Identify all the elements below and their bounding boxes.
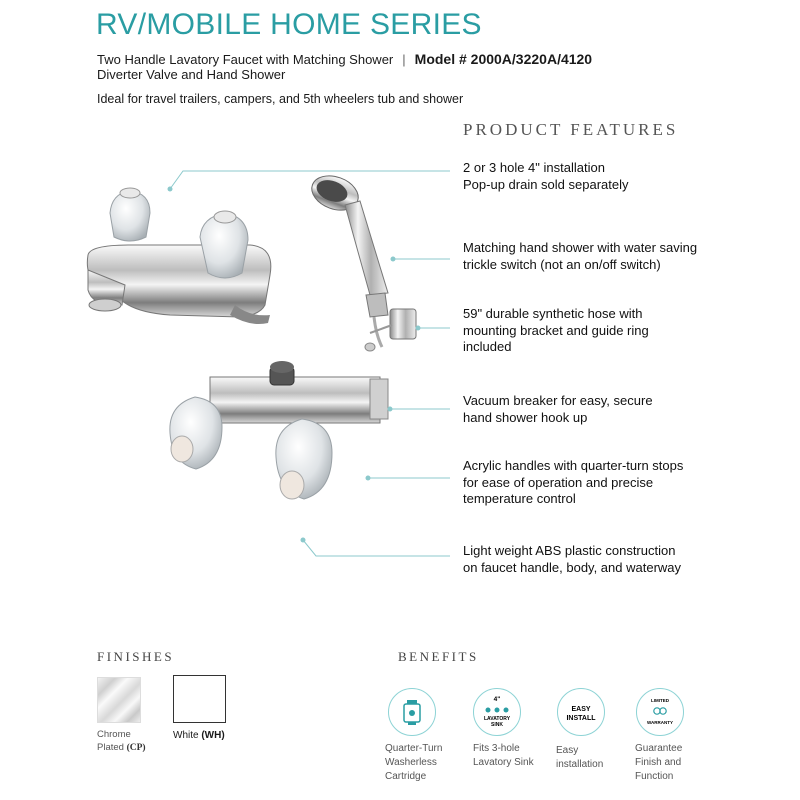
product-subtitle (97, 51, 592, 67)
chrome-label-prefix: Plated (97, 742, 127, 753)
benefit-warranty-label (635, 742, 682, 784)
product-illustration (70, 165, 450, 535)
chrome-finish-code: (CP) (126, 743, 146, 753)
subtitle-separator: | (402, 52, 406, 67)
benefit-text: Function (635, 771, 674, 782)
white-finish-label (173, 730, 225, 741)
easy-install-icon (557, 688, 605, 736)
benefit-text: Quarter-Turn (385, 743, 443, 754)
leader-line-abs-construction (303, 540, 450, 556)
finishes-heading: FINISHES (97, 649, 175, 664)
feature-text: mounting bracket and guide ring (463, 322, 649, 338)
feature-text: hand shower hook up (463, 409, 588, 425)
feature-vacuum-breaker (463, 393, 653, 426)
feature-text: 59" durable synthetic hose with (463, 306, 643, 321)
easy-icon-text-2: INSTALL (566, 715, 596, 722)
benefits-heading: BENEFITS (398, 649, 479, 664)
easy-icon-text-1: EASY (571, 706, 591, 713)
feature-text: included (463, 339, 512, 354)
benefit-text: Lavatory Sink (473, 757, 534, 768)
subtitle-line-1: Two Handle Lavatory Faucet with Matching Shower (97, 52, 394, 67)
benefit-text: Finish and (635, 757, 682, 768)
sink-icon-text-2: SINK (491, 722, 503, 728)
benefit-cartridge-label (385, 742, 442, 784)
chrome-label-line-1: Chrome (97, 729, 131, 740)
leader-dot-abs-construction (301, 538, 306, 543)
feature-text: Light weight ABS plastic construction (463, 543, 676, 558)
lavatory-sink-icon (473, 688, 521, 736)
feature-abs-construction (463, 543, 681, 576)
benefit-text: Easy (556, 745, 579, 756)
diverter-valve-image (170, 361, 388, 499)
feature-hose (463, 306, 649, 356)
benefit-text: installation (556, 759, 604, 770)
feature-text: temperature control (463, 491, 576, 506)
tagline: Ideal for travel trailers, campers, and 5th wheelers tub and shower (97, 92, 464, 106)
hand-shower-image (307, 170, 416, 351)
feature-text: for ease of operation and precise (463, 474, 654, 490)
white-finish-swatch (173, 675, 226, 723)
chrome-label-line-2 (97, 741, 146, 755)
feature-text: 2 or 3 hole 4" installation (463, 160, 605, 175)
sink-icon-text-1: LAVATORY (483, 716, 511, 722)
warranty-icon-text-top: LIMITED (651, 698, 669, 703)
benefit-text: Cartridge (385, 771, 427, 782)
feature-acrylic-handles (463, 458, 683, 508)
cartridge-icon (388, 688, 436, 736)
feature-text: trickle switch (not an on/off switch) (463, 256, 661, 272)
feature-text: Matching hand shower with water saving (463, 240, 698, 255)
feature-text: Vacuum breaker for easy, secure (463, 393, 653, 408)
feature-text: Acrylic handles with quarter-turn stops (463, 458, 684, 473)
subtitle-line-2: Diverter Valve and Hand Shower (97, 67, 286, 82)
benefit-text: Washerless (385, 757, 437, 768)
benefit-text: Fits 3-hole (473, 743, 520, 754)
benefit-easy-install-label (556, 744, 603, 772)
benefit-text: Guarantee (635, 743, 683, 754)
product-features-heading: PRODUCT FEATURES (463, 120, 679, 139)
page-title: RV/MOBILE HOME SERIES (96, 8, 482, 41)
benefit-sink-label (473, 742, 534, 770)
chrome-finish-label (97, 728, 146, 755)
limited-warranty-icon (636, 688, 684, 736)
feature-hand-shower (463, 240, 697, 273)
lavatory-faucet-image (87, 188, 271, 324)
warranty-icon-text-bottom: WARRANTY (647, 720, 673, 725)
feature-text: Pop-up drain sold separately (463, 176, 629, 192)
model-number: Model # 2000A/3220A/4120 (414, 51, 593, 67)
white-finish-code: (WH) (201, 730, 225, 741)
chrome-finish-swatch (97, 677, 141, 723)
feature-installation (463, 160, 629, 193)
feature-text: on faucet handle, body, and waterway (463, 559, 682, 575)
sink-icon-size-text: 4" (493, 696, 501, 703)
white-label-prefix: White (173, 730, 202, 741)
